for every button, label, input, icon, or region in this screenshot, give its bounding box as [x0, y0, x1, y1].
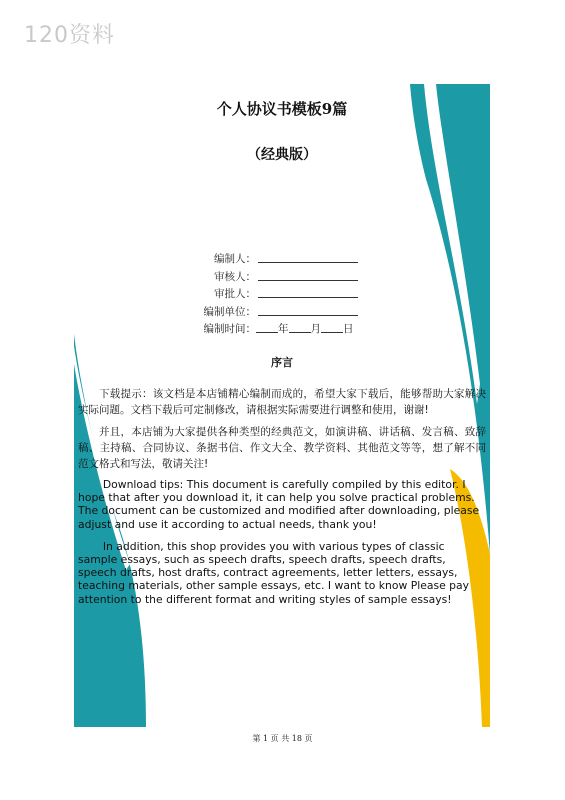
- footer-total-pages: 18: [291, 734, 302, 743]
- blank-line: [258, 303, 358, 316]
- field-reviewer: [202, 268, 358, 286]
- footer-prefix: 第: [252, 734, 261, 743]
- blank-line: [258, 268, 358, 281]
- preface-heading: 序言: [271, 356, 293, 369]
- blank-year: [256, 320, 278, 333]
- footer-mid: 页 共: [270, 734, 290, 743]
- blank-day: [321, 320, 343, 333]
- info-fields: [202, 250, 358, 338]
- document-subtitle: （经典版）: [247, 147, 317, 163]
- page-content: [74, 84, 490, 727]
- field-unit: [202, 303, 358, 321]
- preface-body: [78, 386, 486, 615]
- footer-page-number: 1: [263, 734, 269, 743]
- paragraph-en-1: Download tips: This document is carefully compiled by this editor. I hope that after you download it, it can help you solve practical problems. The document can be customized and modified after downloading, please adjust and use it according to actual needs, thank you!: [78, 478, 480, 531]
- day-label: 日: [343, 323, 354, 335]
- paragraph-en-2: In addition, this shop provides you with various types of classic sample essays, such as speech drafts, speech drafts, speech drafts, speech drafts, host drafts, contract agreements, letter letters, essays, teaching materials, other sample essays, etc. I want to know Please pay attention to the different format and writing styles of sample essays!: [78, 539, 470, 606]
- blank-month: [289, 320, 311, 333]
- page-footer: [0, 733, 565, 744]
- footer-suffix: 页: [304, 734, 313, 743]
- blank-line: [258, 285, 358, 298]
- field-label: 审批人：: [214, 288, 256, 300]
- field-label: 编制单位：: [203, 305, 256, 318]
- field-author: [202, 250, 358, 268]
- field-approver: [202, 285, 358, 303]
- document-page: [74, 84, 490, 727]
- paragraph-cn-2: 并且，本店铺为大家提供各种类型的经典范文，如演讲稿、讲话稿、发言稿、致辞稿、主持稿、合同协议、条据书信、作文大全、教学资料、其他范文等等，想了解不同范文格式和写法，敬请关注!: [78, 426, 486, 470]
- paragraph-cn-1: 下载提示：该文档是本店铺精心编制而成的，希望大家下载后，能够帮助大家解决实际问题。文档下载后可定制修改，请根据实际需要进行调整和使用，谢谢!: [78, 388, 486, 416]
- field-label: 编制人：: [214, 253, 256, 265]
- field-label: 审核人：: [214, 270, 256, 283]
- blank-line: [258, 250, 358, 263]
- field-label: 编制时间：: [203, 323, 256, 335]
- field-date: [202, 320, 358, 338]
- month-label: 月: [310, 323, 321, 335]
- year-label: 年: [278, 323, 289, 335]
- document-title: 个人协议书模板9篇: [216, 100, 348, 118]
- watermark-text: 120资料: [24, 23, 115, 48]
